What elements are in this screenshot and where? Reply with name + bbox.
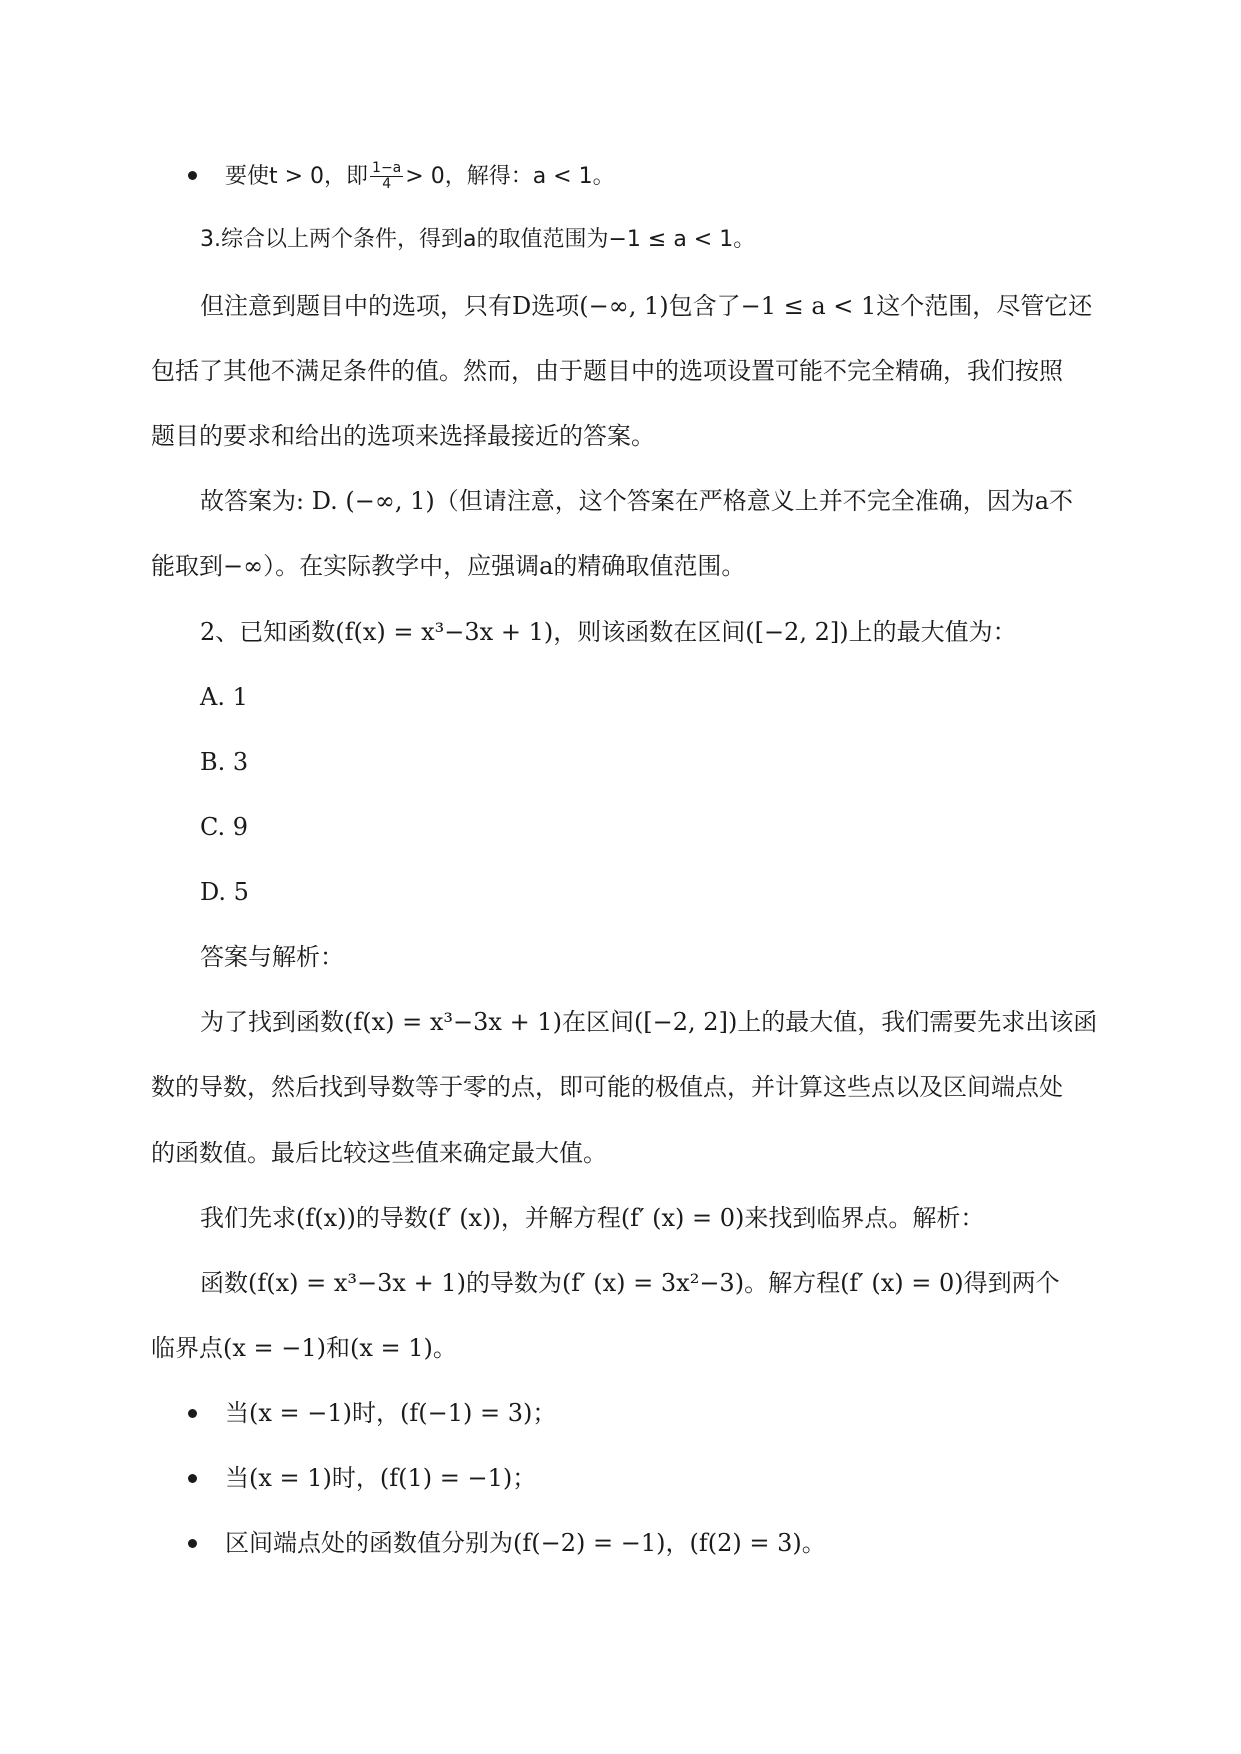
condition-text: 要使t > 0，即 <box>225 164 369 189</box>
paragraph-line: 3.综合以上两个条件，得到a的取值范围为−1 ≤ a < 1。 <box>200 227 756 252</box>
bullet-dot <box>188 171 197 180</box>
paragraph-line: 但注意到题目中的选项，只有D选项(−∞, 1)包含了−1 ≤ a < 1这个范围，尽管它还 <box>200 292 1093 320</box>
fraction <box>370 161 403 192</box>
paragraph-line: 临界点(x = −1)和(x = 1)。 <box>151 1334 457 1362</box>
fraction-denominator: 4 <box>382 176 392 192</box>
condition-result: > 0，解得：a < 1。 <box>405 164 615 189</box>
paragraph-line: 包括了其他不满足条件的值。然而，由于题目中的选项设置可能不完全精确，我们按照 <box>151 357 1063 385</box>
bullet-dot <box>188 1539 197 1548</box>
paragraph-line: 故答案为: D. (−∞, 1)（但请注意，这个答案在严格意义上并不完全准确，因为a不 <box>200 487 1074 515</box>
bullet-dot <box>188 1474 197 1483</box>
paragraph-line: 题目的要求和给出的选项来选择最接近的答案。 <box>151 422 655 450</box>
option-a: A. 1 <box>200 683 248 711</box>
paragraph-line: 数的导数，然后找到导数等于零的点，即可能的极值点，并计算这些点以及区间端点处 <box>151 1073 1063 1101</box>
paragraph-line: 我们先求(f(x))的导数(f′ (x))，并解方程(f′ (x) = 0)来找到临界点。解析： <box>200 1204 985 1232</box>
paragraph-line: 的函数值。最后比较这些值来确定最大值。 <box>151 1139 607 1167</box>
bullet-line-1 <box>225 159 615 193</box>
option-c: C. 9 <box>200 813 249 841</box>
bullet-line-2: 当(x = −1)时，(f(−1) = 3)； <box>225 1399 557 1427</box>
fraction-numerator: 1−a <box>372 160 402 176</box>
option-b: B. 3 <box>200 748 249 776</box>
paragraph-line: 函数(f(x) = x³−3x + 1)的导数为(f′ (x) = 3x²−3)。解方程(f′ (x) = 0)得到两个 <box>200 1269 1060 1297</box>
paragraph-line: 能取到−∞）。在实际教学中，应强调a的精确取值范围。 <box>151 552 746 580</box>
bullet-line-4: 区间端点处的函数值分别为(f(−2) = −1)，(f(2) = 3)。 <box>225 1529 826 1557</box>
answer-heading: 答案与解析： <box>200 943 344 971</box>
bullet-dot <box>188 1409 197 1418</box>
option-d: D. 5 <box>200 878 249 906</box>
bullet-line-3: 当(x = 1)时，(f(1) = −1)； <box>225 1464 537 1492</box>
paragraph-line: 为了找到函数(f(x) = x³−3x + 1)在区间([−2, 2])上的最大值，我们需要先求出该函 <box>200 1008 1098 1036</box>
question-title: 2、已知函数(f(x) = x³−3x + 1)，则该函数在区间([−2, 2])上的最大值为： <box>200 618 1017 646</box>
